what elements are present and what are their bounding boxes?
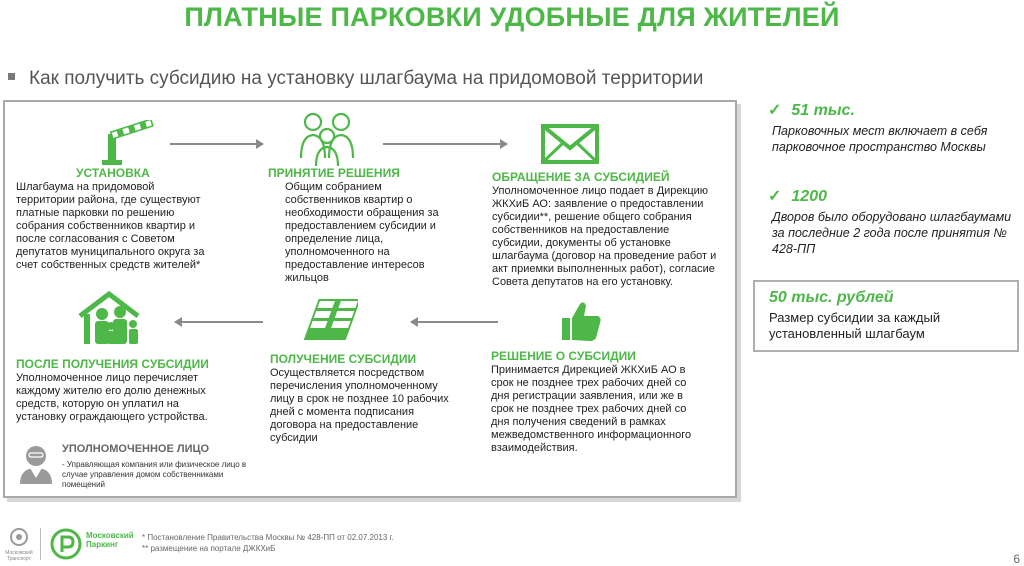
footnote-2: ** размещение на портале ДЖКХиБ [142, 544, 276, 553]
subsidy-amount-desc: Размер субсидии за каждый установленный шлагбаум [769, 310, 941, 341]
step-receipt-text: Осуществляется посредством перечисления уполномоченному лицу в срок не позднее 10 рабочих дней с момента подписания договора на предоставление субсидии [270, 367, 449, 444]
step-decision-text: Общим собранием собственников квартир о необходимости обращения за предоставлением субсидии и определение лица, уполномоченного на предоставление интересов жильцов [285, 181, 439, 284]
arrow-subsidy-decision-to-receipt [411, 321, 498, 323]
stat-parking-spaces [768, 100, 1018, 155]
subsidy-amount-value: 50 тыс. рублей [769, 289, 894, 306]
step-decision-title: ПРИНЯТИЕ РЕШЕНИЯ [268, 166, 400, 180]
people-group-icon [297, 108, 359, 166]
step-subsidy-decision-title: РЕШЕНИЕ О СУБСИДИИ [491, 349, 636, 363]
authority-note [62, 443, 262, 490]
page-subtitle [8, 68, 703, 90]
money-stack-icon [302, 298, 358, 342]
page-number: 6 [1013, 552, 1020, 566]
stat-yards [768, 186, 1018, 257]
check-icon: ✓ [768, 102, 782, 119]
authority-text: - Управляющая компания или физическое лицо в случае управления домом собственниками помещений [62, 460, 247, 489]
check-icon: ✓ [768, 188, 782, 205]
step-subsidy-decision [491, 349, 701, 455]
step-receipt-title: ПОЛУЧЕНИЕ СУБСИДИИ [270, 352, 417, 366]
arrow-decision-to-application [383, 143, 507, 145]
arrow-install-to-decision [170, 143, 263, 145]
step-subsidy-decision-text: Принимается Дирекцией ЖКХиБ АО в срок не позднее трех рабочих дней со дня регистрации заявления, или же в срок не позднее трех рабочих дней со дня получения сведений в рамках межведомственного информационного взаимодействия. [491, 364, 692, 454]
page-title: ПЛАТНЫЕ ПАРКОВКИ УДОБНЫЕ ДЛЯ ЖИТЕЛЕЙ [184, 2, 840, 32]
stat-parking-spaces-value: 51 тыс. [791, 102, 855, 119]
stat-yards-value: 1200 [791, 188, 827, 205]
step-decision [268, 166, 456, 285]
envelope-icon [541, 124, 599, 164]
step-after-text: Уполномоченное лицо перечисляет каждому жителю его долю денежных средств, которую он уплатил на установку ограждающего устройства. [16, 372, 208, 423]
footnote-1: * Постановление Правительства Москвы № 428-ПП от 02.07.2013 г. [142, 533, 394, 542]
moscow-transport-logo-icon [6, 527, 32, 549]
footer-divider [40, 528, 41, 560]
stat-yards-desc: Дворов было оборудовано шлагбаумами за последние 2 года после принятия № 428-ПП [772, 210, 1012, 256]
authority-title: УПОЛНОМОЧЕННОЕ ЛИЦО [62, 443, 210, 455]
subsidy-amount-box [753, 280, 1019, 352]
moscow-transport-logo-text: Московский Транспорт [5, 550, 33, 562]
step-receipt [270, 352, 460, 445]
stat-parking-spaces-desc: Парковочных мест включает в себя парковочное пространство Москвы [772, 124, 988, 154]
family-house-icon [76, 290, 142, 346]
subtitle-text: Как получить субсидию на установку шлагбаума на придомовой территории [29, 68, 704, 89]
step-application-text: Уполномоченное лицо подает в Дирекцию ЖКХиБ АО: заявление о предоставлении субсидии**, решение общего собрания собственников на предоставление субсидии, документы об установке шлагбаума (договор на проведение работ и акт приемки выполненных работ), согласие Совета депутатов на его установку. [492, 185, 717, 288]
step-installation-title: УСТАНОВКА [76, 166, 150, 180]
moscow-parking-logo-text: Московский Паркинг [86, 531, 134, 549]
step-application [492, 170, 722, 289]
arrow-receipt-to-after [175, 321, 263, 323]
thumbs-up-icon [558, 298, 604, 344]
bullet [8, 73, 15, 80]
step-application-title: ОБРАЩЕНИЕ ЗА СУБСИДИЕЙ [492, 170, 670, 184]
barrier-icon [94, 120, 156, 166]
step-after-title: ПОСЛЕ ПОЛУЧЕНИЯ СУБСИДИИ [16, 357, 209, 371]
step-installation [16, 166, 216, 272]
person-avatar-icon [18, 442, 54, 484]
step-installation-text: Шлагбаума на придомовой территории района, где существуют платные парковки по решению собрания собственников квартир и после согласования с Советом депутатов муниципального округа за счет собственных средств жителей* [16, 181, 205, 271]
moscow-parking-logo-icon [50, 528, 82, 560]
step-after [16, 357, 216, 424]
